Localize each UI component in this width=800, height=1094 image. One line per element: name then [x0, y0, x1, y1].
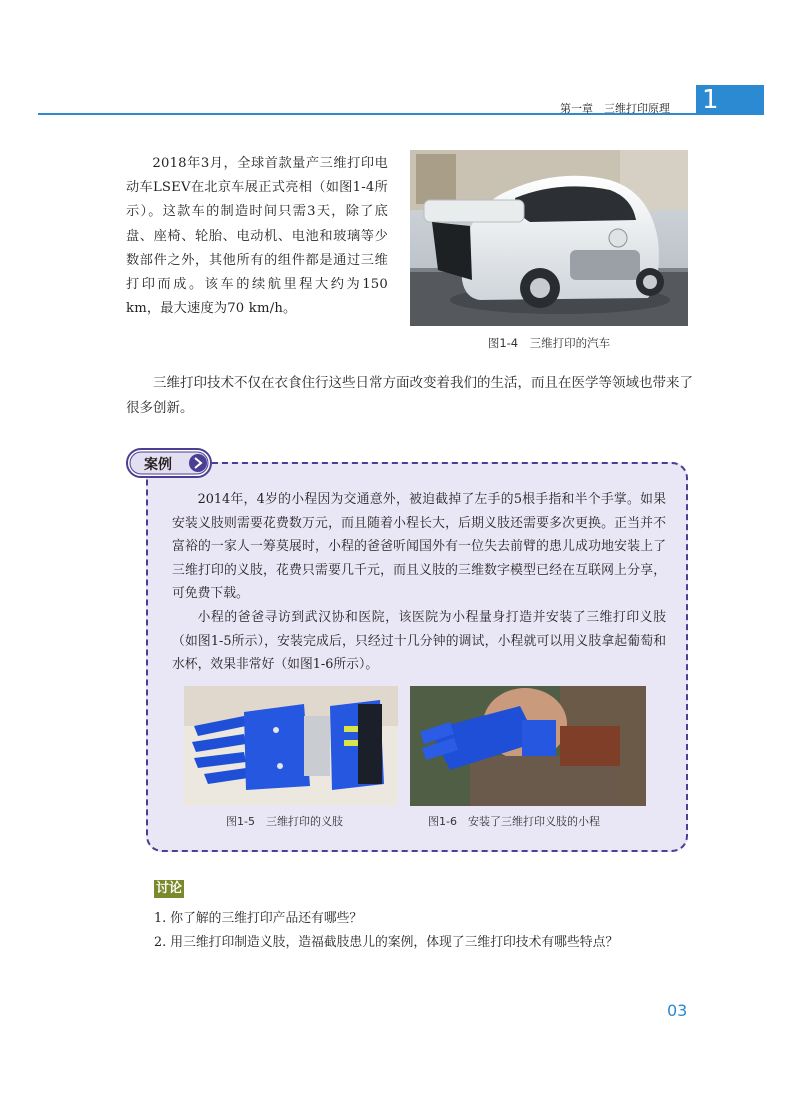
chapter-title: 第一章 三维打印原理	[560, 102, 670, 115]
body-paragraph-text: 三维打印技术不仅在衣食住行这些日常方面改变着我们的生活，而且在医学等领域也带来了很多创新。	[126, 375, 693, 416]
figure-1-6-caption: 图1-6 安装了三维打印义肢的小程	[428, 815, 600, 828]
figure-1-5-caption: 图1-5 三维打印的义肢	[226, 815, 343, 828]
case-paragraph-1: 2014年，4岁的小程因为交通意外，被迫截掉了左手的5根手指和半个手掌。如果安装义肢则需要花费数万元，而且随着小程长大，后期义肢还需要多次更换。正当并不富裕的一家人一筹莫展时，小程的爸爸听闻国外有一位失去前臂的患儿成功地安装上了三维打印的义肢，花费只需要几千元，而且义肢的三维数字模型已经在互联网上分享，可免费下载。	[172, 492, 666, 602]
case-label-tab	[126, 448, 212, 478]
discussion-question-2: 2. 用三维打印制造义肢，造福截肢患儿的案例，体现了三维打印技术有哪些特点？	[154, 935, 619, 950]
prosthetic-hand-image	[184, 686, 398, 806]
car-figure-image	[410, 150, 688, 326]
case-paragraph-2: 小程的爸爸寻访到武汉协和医院，该医院为小程量身打造并安装了三维打印义肢（如图1-5所示），安装完成后，只经过十几分钟的调试，小程就可以用义肢拿起葡萄和水杯，效果非常好（如图1-6所示）。	[172, 609, 666, 673]
figure-1-4-caption: 图1-4 三维打印的汽车	[487, 336, 611, 350]
chapter-number-badge: 1	[696, 85, 764, 115]
boy-with-prosthetic-image	[410, 686, 646, 806]
case-label: 案例	[144, 457, 172, 473]
case-text	[172, 488, 666, 677]
car-paragraph-text: 2018年3月，全球首款量产三维打印电动车LSEV在北京车展正式亮相（如图1-4所示）。这款车的制造时间只需3天，除了底盘、座椅、轮胎、电动机、电池和玻璃等少数部件之外，其他所有的组件都是通过三维打印而成。该车的续航里程大约为150 km，最大速度为70 km/h。	[126, 156, 388, 317]
page-number: 03	[667, 1001, 688, 1020]
car-paragraph	[126, 152, 388, 321]
body-paragraph	[126, 371, 698, 421]
discussion-label: 讨论	[156, 881, 183, 896]
discussion-question-1: 1. 你了解的三维打印产品还有哪些？	[154, 911, 363, 926]
